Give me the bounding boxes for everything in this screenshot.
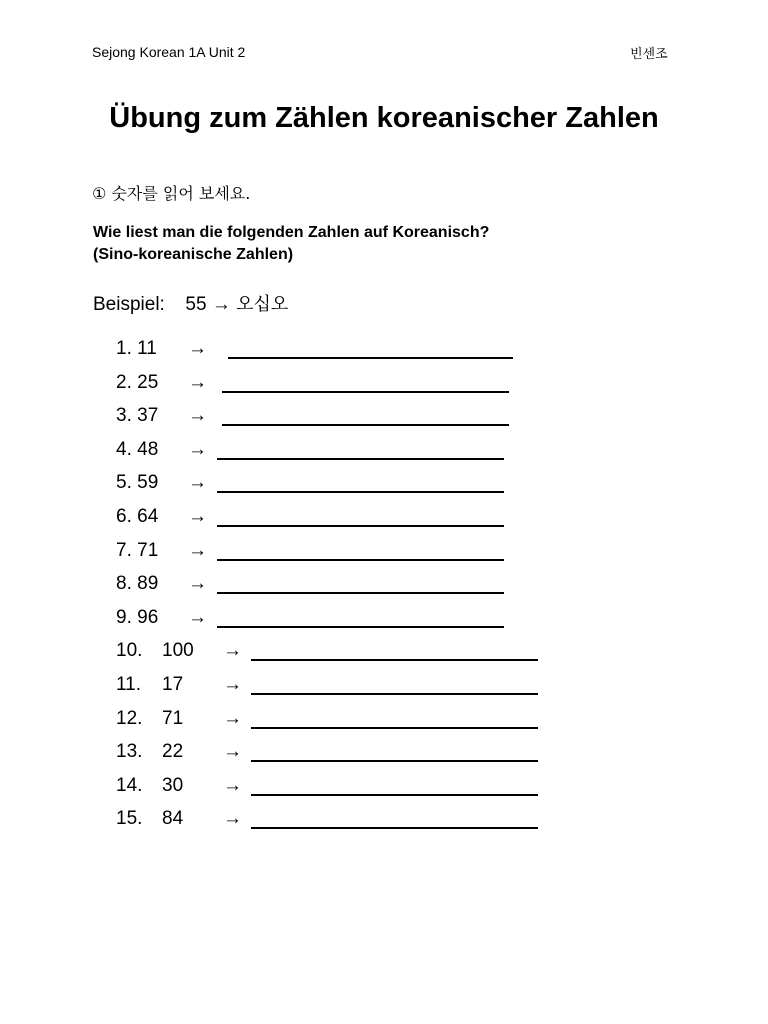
exercise-arrow: → (188, 405, 207, 427)
exercise-index: 14. (116, 774, 143, 796)
instruction-line-1: Wie liest man die folgenden Zahlen auf Koreanisch? (93, 224, 490, 241)
answer-blank[interactable] (222, 424, 509, 426)
exercise-row (0, 439, 768, 465)
answer-blank[interactable] (251, 693, 538, 695)
exercise-index: 11. (116, 674, 142, 695)
exercise-arrow: → (188, 338, 207, 359)
answer-blank[interactable] (217, 592, 504, 594)
exercise-row (0, 338, 768, 364)
example-arrow: → (211, 294, 231, 315)
exercise-row (0, 674, 768, 700)
answer-blank[interactable] (217, 559, 504, 561)
example-number: 55 (185, 294, 207, 315)
answer-blank[interactable] (251, 760, 538, 762)
task-heading: ① 숫자를 읽어 보세요. (92, 184, 251, 203)
exercise-number: 22 (162, 741, 184, 763)
exercise-row (0, 540, 768, 566)
header-course: Sejong Korean 1A Unit 2 (92, 44, 246, 60)
answer-blank[interactable] (222, 391, 509, 393)
exercise-arrow: → (223, 707, 242, 729)
answer-blank[interactable] (217, 458, 504, 460)
exercise-index: 7. 71 (116, 539, 159, 561)
exercise-index: 8. 89 (116, 573, 159, 595)
answer-blank[interactable] (217, 525, 504, 527)
answer-blank[interactable] (251, 727, 538, 729)
exercise-index: 1. 11 (116, 338, 157, 359)
answer-blank[interactable] (228, 357, 513, 359)
exercise-arrow: → (223, 774, 242, 796)
exercise-arrow: → (188, 371, 207, 393)
exercise-arrow: → (188, 539, 207, 561)
exercise-row (0, 472, 768, 498)
answer-blank[interactable] (217, 491, 504, 493)
answer-blank[interactable] (251, 827, 538, 829)
instruction-line-2: (Sino-koreanische Zahlen) (93, 246, 294, 263)
exercise-index: 13. (116, 741, 143, 763)
exercise-number: 84 (162, 808, 184, 830)
exercise-row (0, 741, 768, 767)
exercise-row (0, 405, 768, 431)
example-answer: 오십오 (236, 294, 289, 315)
exercise-arrow: → (188, 438, 207, 460)
exercise-index: 15. (116, 808, 143, 830)
answer-blank[interactable] (217, 626, 504, 628)
exercise-arrow: → (223, 674, 242, 695)
exercise-row (0, 808, 768, 834)
answer-blank[interactable] (251, 794, 538, 796)
exercise-index: 9. 96 (116, 606, 159, 628)
example-label: Beispiel: (93, 294, 165, 315)
exercise-arrow: → (188, 606, 207, 628)
exercise-row (0, 573, 768, 599)
exercise-number: 30 (162, 774, 184, 796)
exercise-index: 6. 64 (116, 506, 159, 527)
exercise-arrow: → (188, 506, 207, 527)
exercise-number: 100 (162, 640, 194, 662)
exercise-number: 71 (162, 707, 184, 729)
exercise-arrow: → (223, 808, 242, 830)
exercise-arrow: → (223, 741, 242, 763)
exercise-arrow: → (223, 640, 242, 662)
instruction (93, 222, 489, 266)
exercise-index: 3. 37 (116, 405, 159, 427)
exercise-index: 4. 48 (116, 438, 159, 460)
exercise-row (0, 708, 768, 734)
answer-blank[interactable] (251, 659, 538, 661)
exercise-row (0, 775, 768, 801)
example-line (93, 290, 288, 316)
exercise-arrow: → (188, 472, 207, 494)
exercise-index: 5. 59 (116, 472, 159, 494)
exercise-index: 12. (116, 707, 143, 729)
exercise-arrow: → (188, 573, 207, 595)
exercise-index: 2. 25 (116, 371, 159, 393)
exercise-row (0, 372, 768, 398)
exercise-number: 17 (162, 674, 184, 695)
exercise-row (0, 506, 768, 532)
exercise-row (0, 640, 768, 666)
exercise-index: 10. (116, 640, 143, 662)
page-title: Übung zum Zählen koreanischer Zahlen (109, 102, 659, 134)
exercise-row (0, 607, 768, 633)
header-author: 빈센조 (630, 47, 668, 62)
